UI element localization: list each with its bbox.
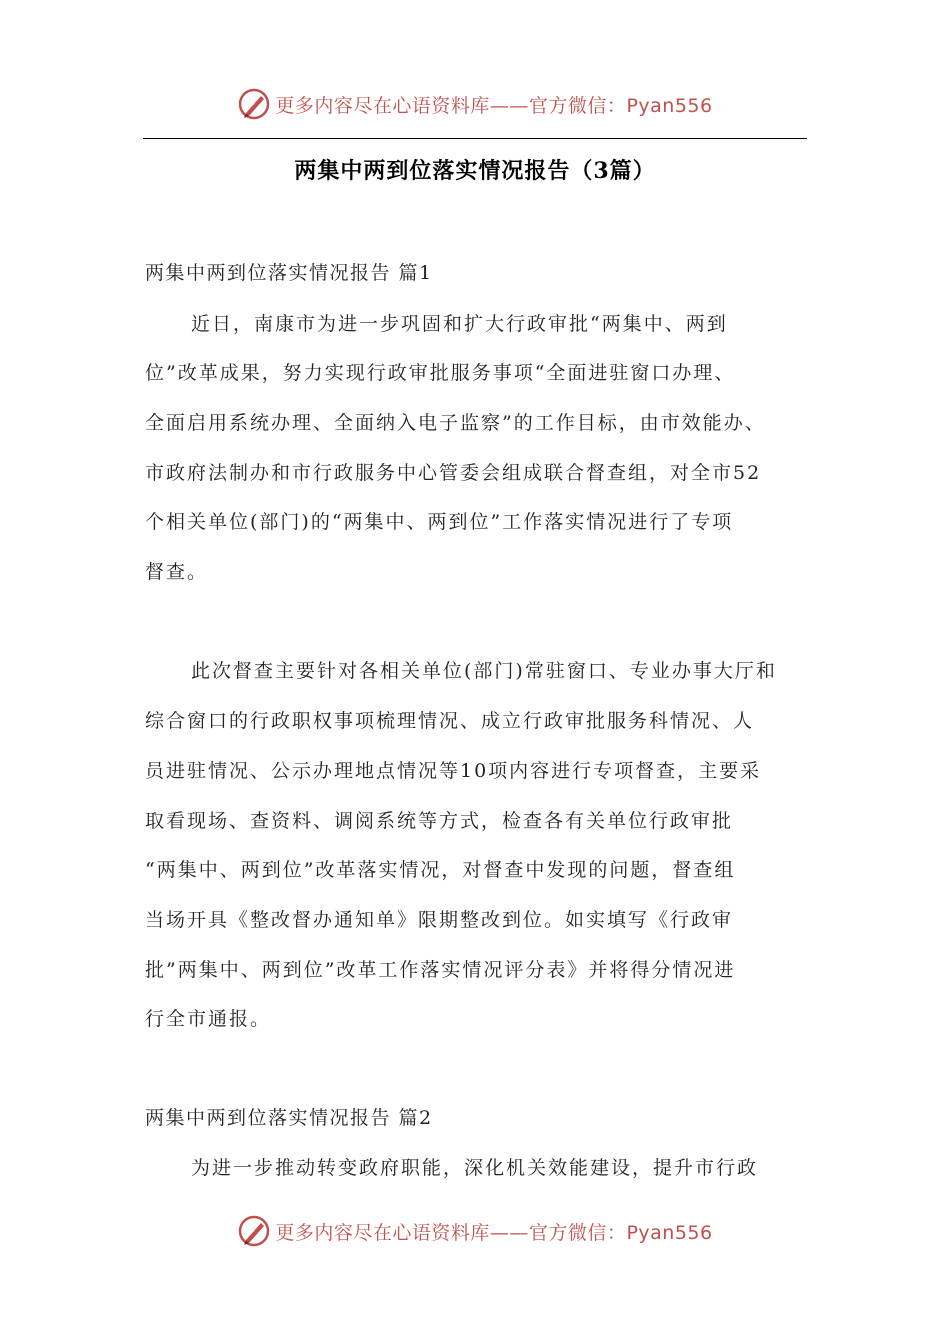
paragraph-line: 员进驻情况、公示办理地点情况等10项内容进行专项督查，主要采 [145,760,762,782]
paragraph-line: “两集中、两到位”改革落实情况，对督查中发现的问题，督查组 [145,859,736,881]
paragraph-line: 个相关单位(部门)的“两集中、两到位”工作落实情况进行了专项 [145,511,734,533]
pen-logo-icon [237,1214,271,1248]
paragraph-line: 督查。 [145,561,209,583]
document-title: 两集中两到位落实情况报告（3篇） [294,158,656,184]
section-heading-2: 两集中两到位落实情况报告 篇2 [145,1107,433,1129]
watermark-wechat-id: Pyan556 [626,94,713,117]
paragraph-line: 取看现场、查资料、调阅系统等方式，检查各有关单位行政审批 [145,810,734,832]
pen-logo-icon [237,87,271,121]
watermark-wechat-label: 官方微信： [528,1221,627,1244]
paragraph-line: 位”改革成果，努力实现行政审批服务事项“全面进驻窗口办理、 [145,362,736,384]
paragraph-line: 全面启用系统办理、全面纳入电子监察”的工作目标，由市效能办、 [145,412,766,434]
watermark-text [275,91,712,118]
watermark-wechat-label: 官方微信： [528,94,627,117]
paragraph-line: 当场开具《整改督办通知单》限期整改到位。如实填写《行政审 [145,909,734,931]
watermark-text [275,1218,712,1245]
paragraph-line: 批”两集中、两到位”改革工作落实情况评分表》并将得分情况进 [145,959,736,981]
watermark-footer [0,1211,950,1251]
paragraph-line: 行全市通报。 [145,1008,272,1030]
watermark-header [0,84,950,124]
section-heading-1: 两集中两到位落实情况报告 篇1 [145,262,433,284]
header-rule [143,138,807,139]
paragraph-line: 此次督查主要针对各相关单位(部门)常驻窗口、专业办事大厅和 [191,660,777,682]
watermark-dash: —— [489,1221,529,1244]
paragraph-line: 综合窗口的行政职权事项梳理情况、成立行政审批服务科情况、人 [145,710,755,732]
paragraph-line: 近日，南康市为进一步巩固和扩大行政审批“两集中、两到 [191,313,728,335]
paragraph-line: 为进一步推动转变政府职能，深化机关效能建设，提升市行政 [191,1157,759,1179]
watermark-dash: —— [489,94,529,117]
watermark-wechat-id: Pyan556 [626,1221,713,1244]
watermark-brand: 更多内容尽在心语资料库 [275,1221,490,1244]
watermark-brand: 更多内容尽在心语资料库 [275,94,490,117]
paragraph-line: 市政府法制办和市行政服务中心管委会组成联合督查组，对全市52 [145,462,762,484]
